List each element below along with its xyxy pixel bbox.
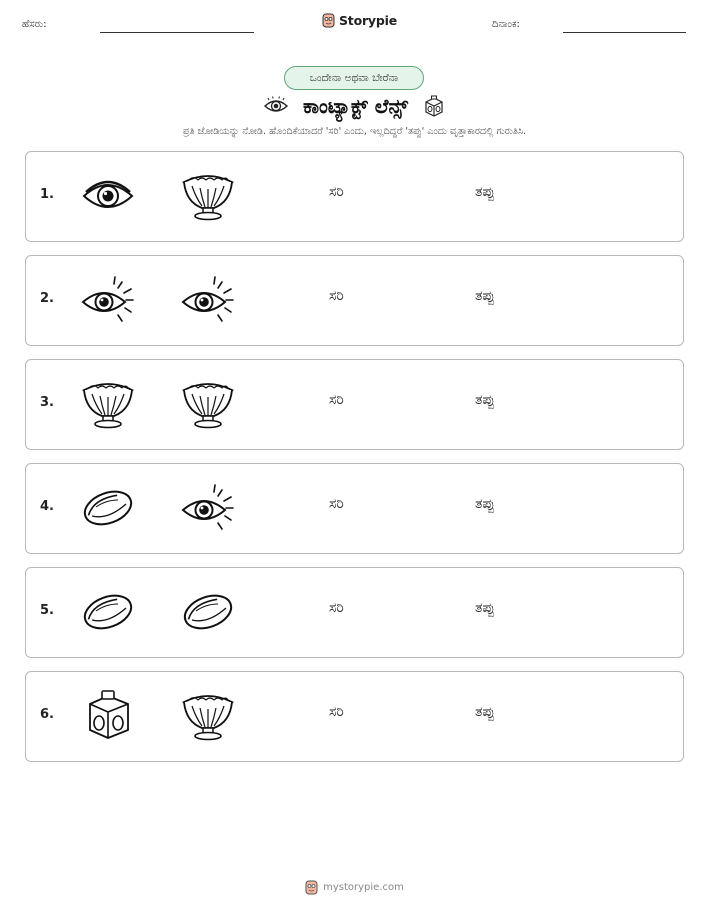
instructions: ಪ್ರತಿ ಜೋಡಿಯನ್ನು ನೋಡಿ. ಹೊಂದಿಕೆಯಾದರೆ 'ಸರಿ' ಎಂದು, ಇಲ್ಲದಿದ್ದರೆ 'ತಪ್ಪು' ಎಂದು ವೃತ್ತಾಕಾರದಲ್ಲಿ ಗುರುತಿಸಿ. xyxy=(182,126,527,137)
true-option[interactable]: ಸರಿ xyxy=(329,496,344,512)
lens-icon xyxy=(78,584,138,640)
question-number: 2. xyxy=(40,291,54,306)
sparkle-eye-icon xyxy=(178,272,238,328)
brand-logo xyxy=(322,13,397,28)
footer-url: mystorypie.com xyxy=(323,882,404,893)
true-option[interactable]: ಸರಿ xyxy=(329,600,344,616)
false-option[interactable]: ತಪ್ಪು xyxy=(475,600,495,616)
eye-icon xyxy=(78,168,138,224)
question-number: 6. xyxy=(40,707,54,722)
question-card xyxy=(25,255,684,346)
title-row xyxy=(0,91,709,121)
question-card xyxy=(25,567,684,658)
brand-name: Storypie xyxy=(339,13,397,28)
lens-case-icon xyxy=(422,94,446,118)
question-number: 3. xyxy=(40,395,54,410)
date-label: ದಿನಾಂಕ: xyxy=(492,19,520,30)
storypie-mascot-icon xyxy=(305,880,318,895)
sparkle-eye-icon xyxy=(178,480,238,536)
date-field[interactable] xyxy=(563,32,686,33)
storypie-mascot-icon xyxy=(322,13,335,28)
page-title: ಕಾಂಟ್ಯಾಕ್ಟ್ ಲೆನ್ಸ್ xyxy=(302,94,408,118)
name-label: ಹೆಸರು: xyxy=(22,19,47,30)
question-number: 1. xyxy=(40,187,54,202)
true-option[interactable]: ಸರಿ xyxy=(329,184,344,200)
eye-icon xyxy=(263,96,289,116)
false-option[interactable]: ತಪ್ಪು xyxy=(475,704,495,720)
question-card xyxy=(25,671,684,762)
bowl-icon xyxy=(178,376,238,432)
false-option[interactable]: ತಪ್ಪು xyxy=(475,184,495,200)
lens-case-icon xyxy=(78,688,138,744)
question-card xyxy=(25,463,684,554)
question-card xyxy=(25,151,684,242)
bowl-icon xyxy=(178,168,238,224)
false-option[interactable]: ತಪ್ಪು xyxy=(475,496,495,512)
bowl-icon xyxy=(178,688,238,744)
category-badge: ಒಂದೇನಾ ಅಥವಾ ಬೇರೆನಾ xyxy=(284,66,424,90)
true-option[interactable]: ಸರಿ xyxy=(329,288,344,304)
lens-icon xyxy=(78,480,138,536)
name-field[interactable] xyxy=(100,32,254,33)
lens-icon xyxy=(178,584,238,640)
false-option[interactable]: ತಪ್ಪು xyxy=(475,392,495,408)
bowl-icon xyxy=(78,376,138,432)
sparkle-eye-icon xyxy=(78,272,138,328)
question-number: 5. xyxy=(40,603,54,618)
true-option[interactable]: ಸರಿ xyxy=(329,392,344,408)
false-option[interactable]: ತಪ್ಪು xyxy=(475,288,495,304)
true-option[interactable]: ಸರಿ xyxy=(329,704,344,720)
question-number: 4. xyxy=(40,499,54,514)
footer xyxy=(0,880,709,895)
question-card xyxy=(25,359,684,450)
